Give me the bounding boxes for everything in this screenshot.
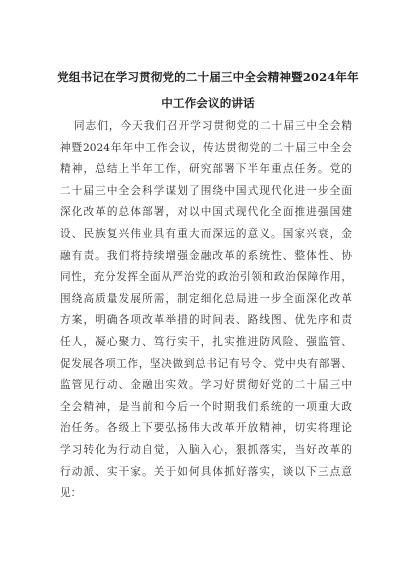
body-line: 见： xyxy=(60,487,82,500)
body-line: 融有责。我们将持续增强金融改革的系统性、整体性、协 xyxy=(60,249,352,262)
body-line: 深化改革的总体部署，对以中国式现代化全面推进强国建 xyxy=(60,206,352,219)
body-line: 监管见行动、金融出实效。学习好贯彻好党的二十届三中 xyxy=(60,379,352,392)
document-title xyxy=(50,64,366,116)
body-line: 全会精神，是当前和今后一个时期我们系统的一项重大政 xyxy=(60,400,352,413)
body-line: 治任务。各级上下要弘扬伟大改革开放精神，切实将理论 xyxy=(60,422,352,435)
body-line: 任人，凝心聚力、笃行实干，扎实推进防风险、强监管、 xyxy=(60,335,352,348)
body-line: 二十届三中全会科学谋划了围绕中国式现代化进一步全面 xyxy=(60,184,352,197)
body-line: 促发展各项工作，坚决做到总书记有号令、党中央有部署、 xyxy=(60,357,352,370)
body-line: 同志们，今天我们召开学习贯彻党的二十届三中全会精 xyxy=(74,120,352,132)
body-line: 行动派、实干家。关于如何具体抓好落实，谈以下三点意 xyxy=(60,465,352,478)
body-line: 方案，明确各项改革举措的时间表、路线图、优先序和责 xyxy=(60,314,352,327)
title-line: 党组书记在学习贯彻党的二十届三中全会精神暨2024年年 xyxy=(57,70,359,84)
body-line: 同性，充分发挥全面从严治党的政治引领和政治保障作用， xyxy=(60,271,352,284)
body-line: 精神，总结上半年工作，研究部署下半年重点任务。党的 xyxy=(60,163,352,176)
body-line: 设、民族复兴伟业具有重大而深远的意义。国家兴衰，金 xyxy=(60,227,352,240)
body-line: 神暨2024年年中工作会议，传达贯彻党的二十届三中全会 xyxy=(60,141,352,154)
body-line: 学习转化为行动自觉，入脑入心，狠抓落实，当好改革的 xyxy=(60,443,352,456)
body-line: 围绕高质量发展所需，制定细化总局进一步全面深化改革 xyxy=(60,292,352,305)
document-body xyxy=(60,116,352,505)
title-line: 中工作会议的讲话 xyxy=(161,96,255,110)
